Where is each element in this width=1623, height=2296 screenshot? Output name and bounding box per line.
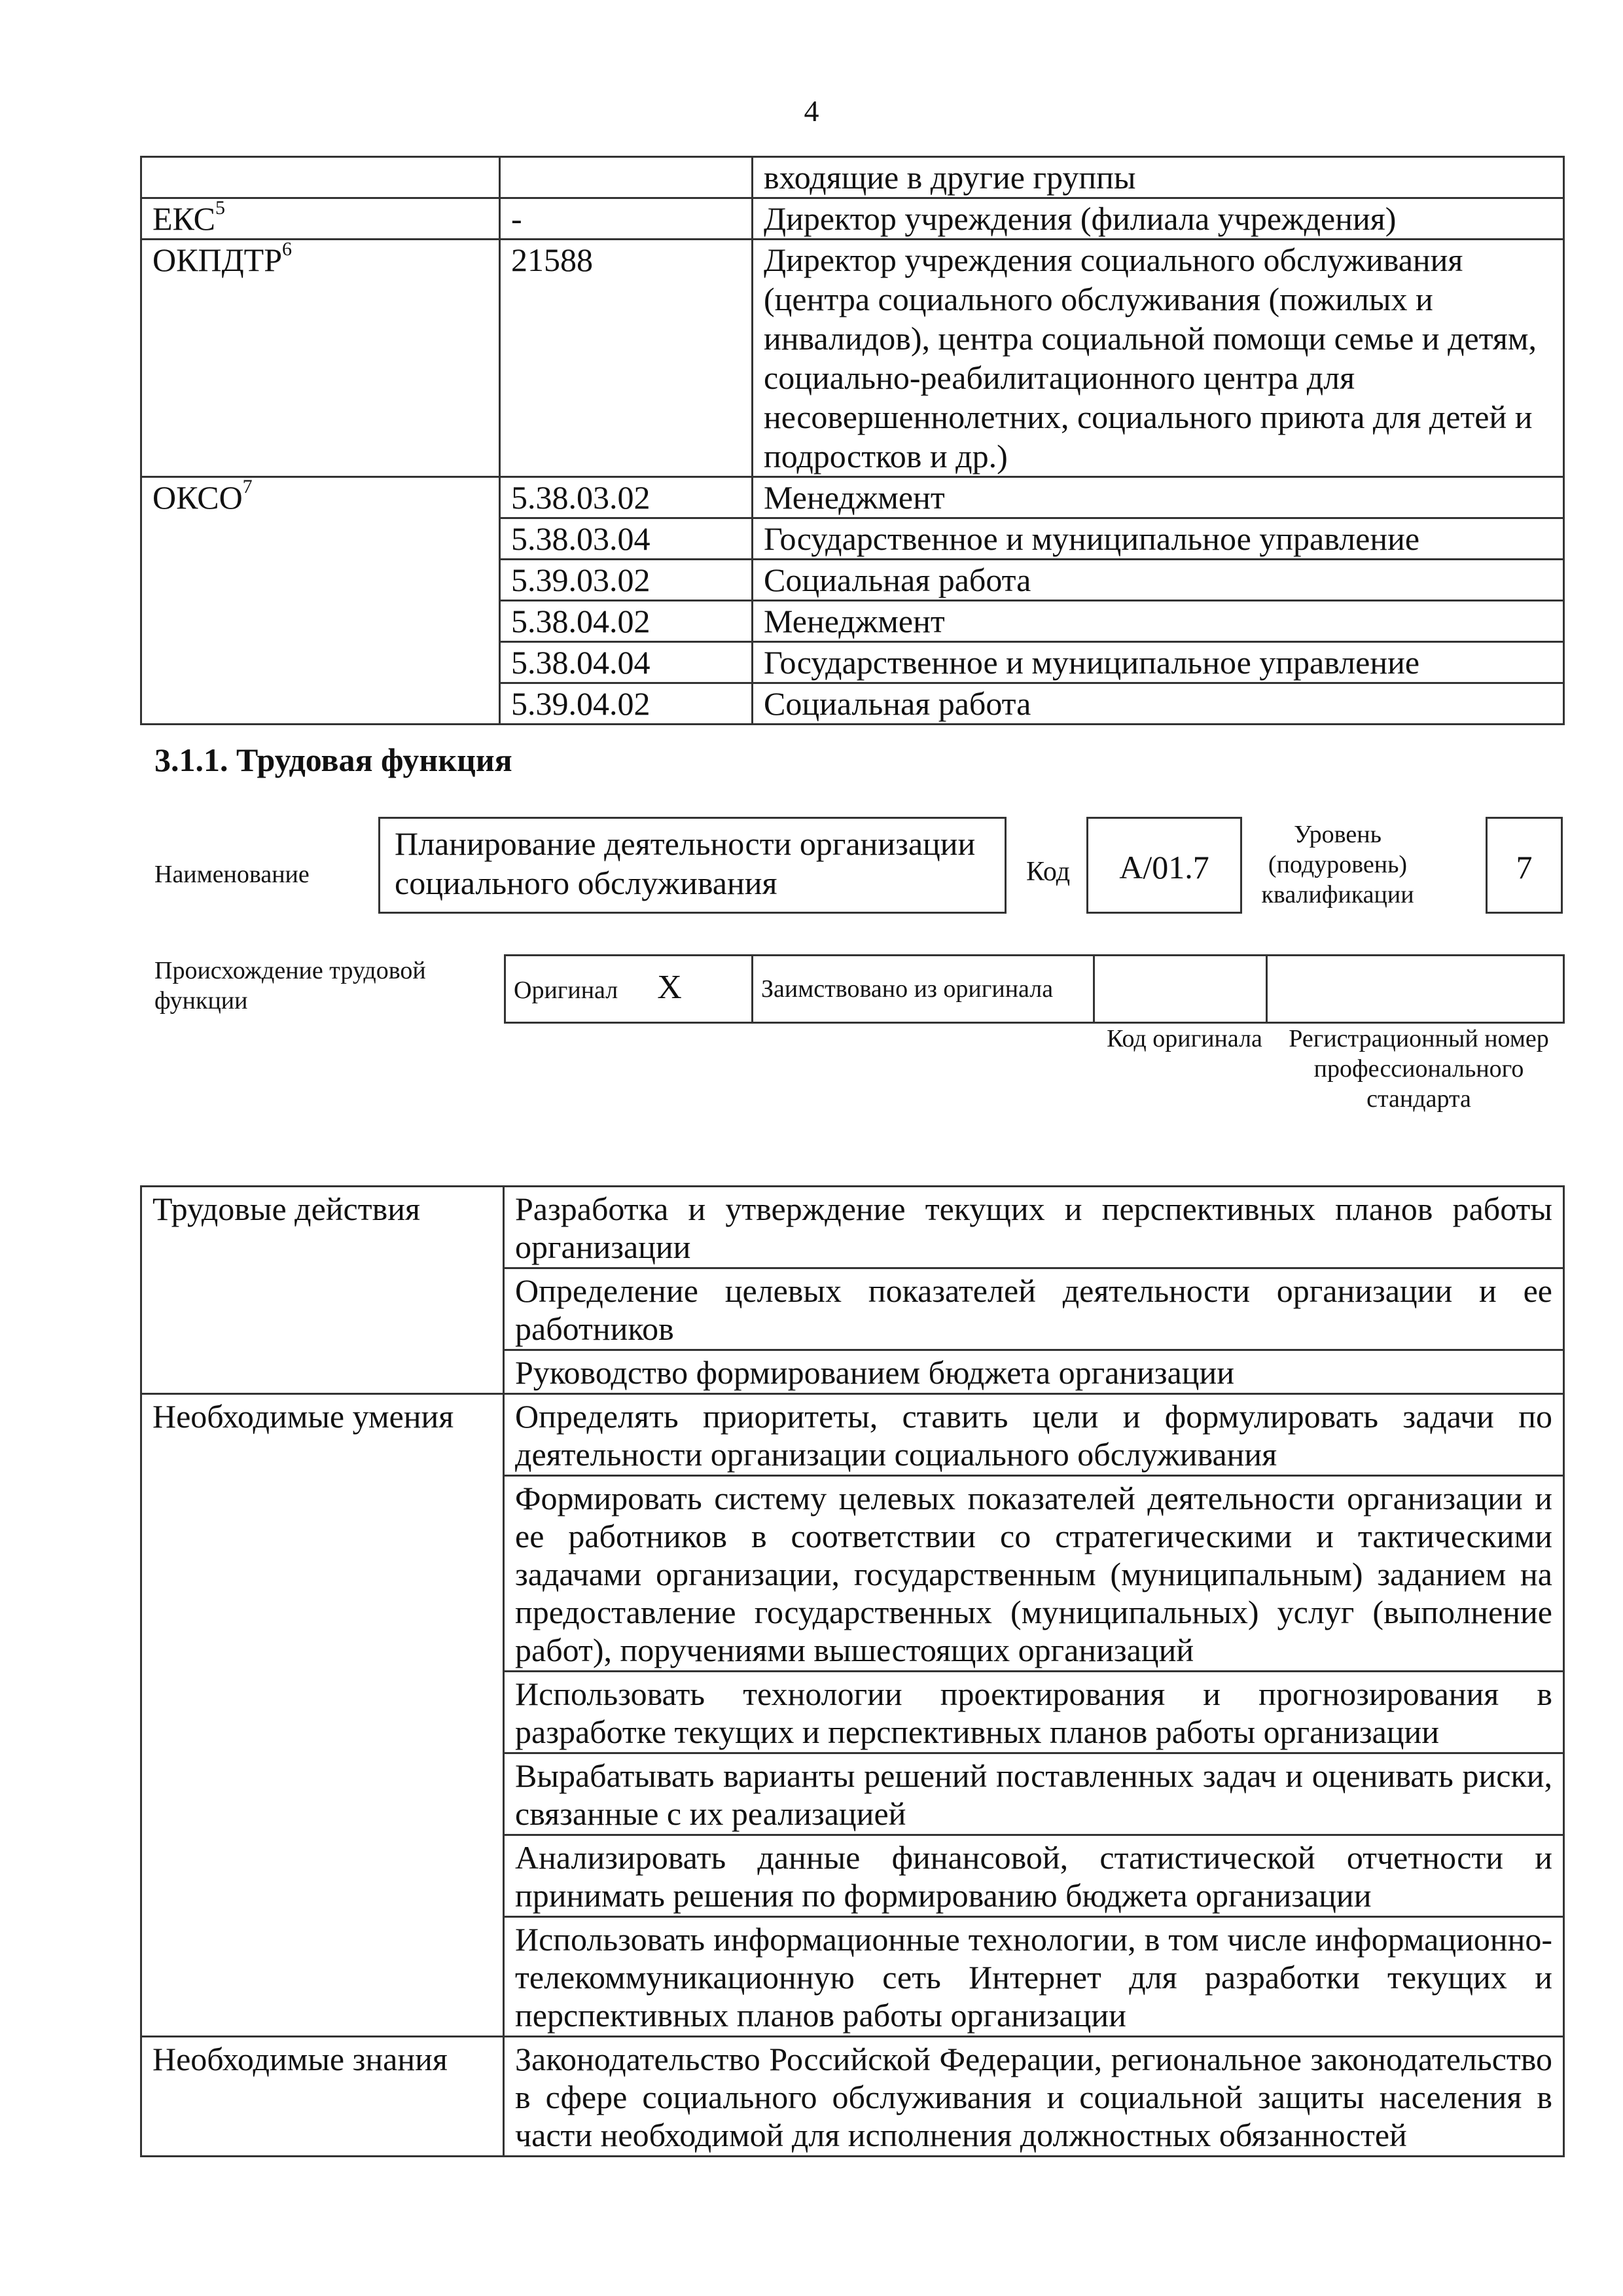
table-row [141,2037,1564,2157]
skill-item: Использовать технологии проектирования и прогнозирования в разработке текущих и перспективных планов работы организации [504,1672,1564,1753]
code-cell: 5.39.04.02 [500,683,753,725]
skill-item: Анализировать данные финансовой, статистической отчетности и принимать решения по формированию бюджета организации [504,1835,1564,1917]
code-cell: 21588 [500,240,753,477]
group-cell: ОКСО$^7$ [141,477,500,725]
name-cell: Социальная работа [753,560,1564,601]
level-box: 7 [1486,817,1563,914]
table-row [141,1187,1564,1268]
code-cell: 5.38.03.02 [500,477,753,518]
labor-actions-label: Трудовые действия [141,1187,504,1394]
code-cell: 5.39.03.02 [500,560,753,601]
function-details-table [140,1185,1565,2157]
name-cell: Менеджмент [753,477,1564,518]
skill-item: Использовать информационные технологии, в том числе информационно-телекоммуникационную сеть Интернет для разработки текущих и перспективных планов работы организации [504,1917,1564,2037]
labor-action-item: Руководство формированием бюджета организации [504,1350,1564,1394]
name-cell: Менеджмент [753,601,1564,642]
name-cell: входящие в другие группы [753,157,1564,198]
origin-table [504,954,1565,1024]
group-cell: ОКПДТР$^6$ [141,240,500,477]
original-cell [505,956,753,1023]
footnote-ref: 7 [242,476,253,498]
reg-number-cell [1267,956,1564,1023]
knowledge-item: Законодательство Российской Федерации, региональное законодательство в сфере социального обслуживания и социальной защиты населения в части необходимой для исполнения должностных обязанностей [504,2037,1564,2157]
origin-label: Происхождение трудовой функции [154,957,426,1014]
name-cell: Социальная работа [753,683,1564,725]
table-row [141,157,1564,198]
table-row [141,1394,1564,1476]
original-mark: X [657,969,682,1006]
knowledge-label: Необходимые знания [141,2037,504,2157]
borrowed-cell: Заимствовано из оригинала [753,956,1094,1023]
code-cell [500,157,753,198]
classification-table [140,156,1565,725]
footnote-ref: 6 [282,238,293,260]
name-cell: Государственное и муниципальное управление [753,518,1564,560]
reg-number-caption: Регистрационный номер профессионального стандарта [1289,1025,1549,1113]
code-cell: 5.38.04.02 [500,601,753,642]
skills-label: Необходимые умения [141,1394,504,2037]
code-original-caption: Код оригинала [1107,1025,1262,1052]
name-label: Наименование [154,861,310,888]
table-row [505,956,1564,1023]
section-heading: 3.1.1. Трудовая функция [154,742,512,778]
code-cell: - [500,198,753,240]
labor-action-item: Определение целевых показателей деятельности организации и ее работников [504,1268,1564,1350]
skill-item: Вырабатывать варианты решений поставленных задач и оценивать риски, связанные с их реализацией [504,1753,1564,1835]
code-cell: 5.38.04.04 [500,642,753,683]
code-label: Код [1026,857,1071,887]
footnote-ref: 5 [215,197,225,219]
table-row [141,198,1564,240]
code-cell: 5.38.03.04 [500,518,753,560]
group-cell [141,157,500,198]
level-label: Уровень (подуровень) квалификации [1261,821,1414,908]
name-cell: Директор учреждения (филиала учреждения) [753,198,1564,240]
group-cell: ЕКС$^5$ [141,198,500,240]
table-row [141,477,1564,518]
table-row [141,240,1564,477]
original-label: Оригинал [514,977,618,1004]
name-cell: Государственное и муниципальное управление [753,642,1564,683]
function-code-box: A/01.7 [1086,817,1242,914]
page-number: 4 [804,94,819,128]
skill-item: Определять приоритеты, ставить цели и формулировать задачи по деятельности организации социального обслуживания [504,1394,1564,1476]
function-name-box: Планирование деятельности организации социального обслуживания [378,817,1007,914]
original-code-cell [1094,956,1267,1023]
labor-action-item: Разработка и утверждение текущих и перспективных планов работы организации [504,1187,1564,1268]
skill-item: Формировать систему целевых показателей деятельности организации и ее работников в соответствии со стратегическими и тактическими задачами организации, государственным (муниципальным) заданием на предоставление государственных (муниципальных) услуг (выполнение работ), поручениями вышестоящих организаций [504,1476,1564,1672]
name-cell: Директор учреждения социального обслуживания (центра социального обслуживания (пожилых и инвалидов), центра социальной помощи семье и детям, социально-реабилитационного центра для несовершеннолетних, социального приюта для детей и подростков и др.) [753,240,1564,477]
